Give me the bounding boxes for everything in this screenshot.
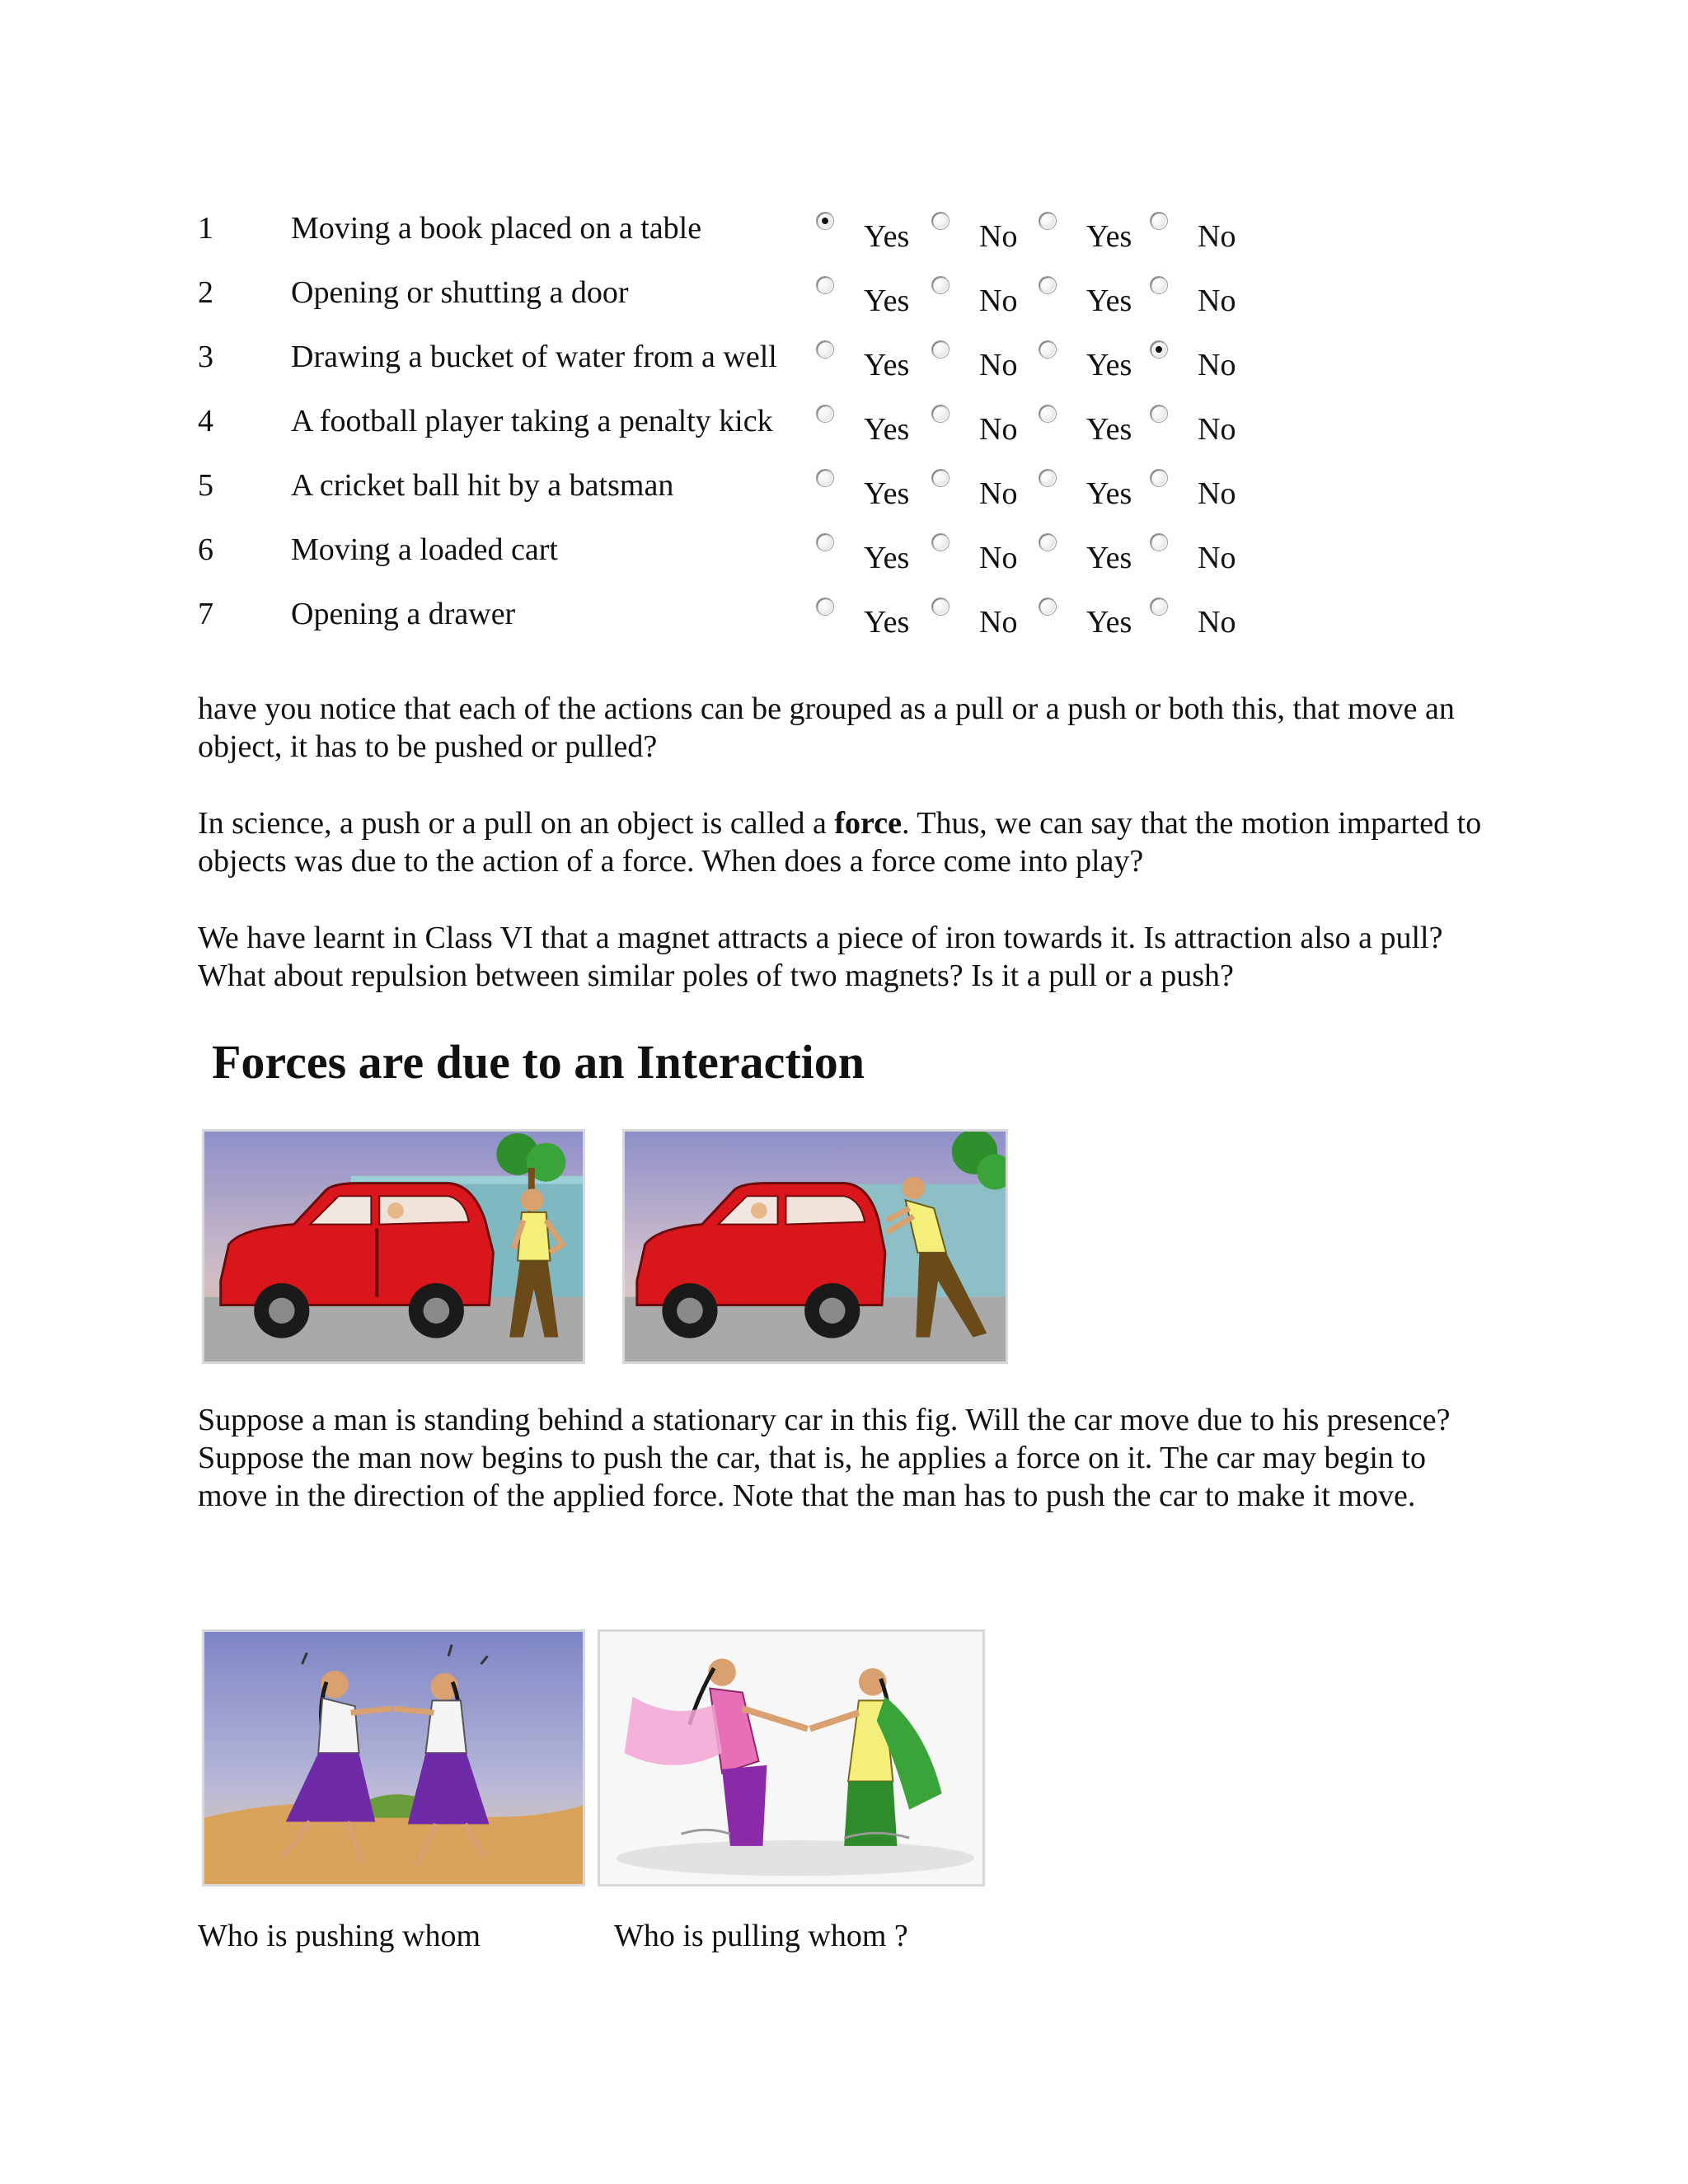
- option-label: Yes: [864, 605, 910, 640]
- force-text-before: In science, a push or a pull on an object is called a: [198, 806, 835, 841]
- option-label: Yes: [1086, 348, 1132, 382]
- radio-button[interactable]: [931, 276, 950, 294]
- radio-button[interactable]: [816, 405, 834, 423]
- radio-button[interactable]: [931, 340, 950, 359]
- activity-number: 2: [198, 275, 213, 310]
- option-label: Yes: [1086, 541, 1132, 575]
- option-label: No: [1198, 541, 1236, 575]
- radio-button[interactable]: [931, 405, 950, 423]
- activity-row: [198, 395, 1269, 459]
- caption-pulling: Who is pulling whom ?: [614, 1919, 908, 1953]
- radio-button[interactable]: [816, 469, 834, 487]
- caption-pushing: Who is pushing whom: [198, 1919, 481, 1953]
- radio-button[interactable]: [816, 598, 834, 616]
- option-label: No: [1198, 476, 1236, 511]
- option-label: No: [979, 219, 1018, 254]
- radio-button[interactable]: [1039, 340, 1057, 359]
- activity-table: [198, 202, 1269, 652]
- radio-button[interactable]: [1039, 598, 1057, 616]
- paragraph-force: [198, 804, 1500, 880]
- activity-row: [198, 588, 1269, 652]
- option-label: Yes: [864, 412, 910, 447]
- option-label: Yes: [864, 541, 910, 575]
- option-label: Yes: [1086, 605, 1132, 640]
- radio-button[interactable]: [1039, 533, 1057, 551]
- radio-button[interactable]: [1039, 276, 1057, 294]
- activity-row: [198, 459, 1269, 523]
- option-label: No: [1198, 412, 1236, 447]
- activity-number: 6: [198, 532, 213, 567]
- activity-text: Moving a book placed on a table: [291, 211, 702, 246]
- girls-pushing-image: [202, 1629, 585, 1886]
- option-label: No: [979, 476, 1018, 511]
- activity-number: 4: [198, 404, 213, 438]
- activity-text: Drawing a bucket of water from a well: [291, 340, 777, 374]
- force-text-after: . Thus, we can say that the motion imparted to objects was due to the action of a force. When does a force come into play?: [198, 806, 1482, 879]
- radio-button[interactable]: [1150, 212, 1168, 230]
- radio-button[interactable]: [1150, 533, 1168, 551]
- radio-button[interactable]: [931, 212, 950, 230]
- radio-button[interactable]: [816, 533, 834, 551]
- activity-row: [198, 330, 1269, 395]
- radio-button[interactable]: [816, 276, 834, 294]
- activity-number: 3: [198, 340, 213, 374]
- option-label: Yes: [1086, 412, 1132, 447]
- activity-text: A football player taking a penalty kick: [291, 404, 773, 438]
- radio-button[interactable]: [1150, 405, 1168, 423]
- radio-button[interactable]: [816, 212, 834, 230]
- option-label: Yes: [1086, 476, 1132, 511]
- radio-button[interactable]: [1039, 212, 1057, 230]
- option-label: No: [1198, 219, 1236, 254]
- radio-button[interactable]: [931, 533, 950, 551]
- activity-number: 7: [198, 597, 213, 631]
- option-label: No: [1198, 284, 1236, 318]
- paragraph-magnet: We have learnt in Class VI that a magnet attracts a piece of iron towards it. Is attraction also a pull? What about repulsion between similar poles of two magnets? Is it a pull or a push?: [198, 921, 1443, 993]
- radio-button[interactable]: [1150, 469, 1168, 487]
- option-label: No: [979, 412, 1018, 447]
- car-man-standing-image: [202, 1129, 585, 1364]
- option-label: No: [1198, 348, 1236, 382]
- option-label: Yes: [1086, 284, 1132, 318]
- radio-button[interactable]: [1039, 469, 1057, 487]
- option-label: No: [979, 284, 1018, 318]
- activity-text: Opening a drawer: [291, 597, 516, 631]
- paragraph-car: Suppose a man is standing behind a stationary car in this fig. Will the car move due to his presence? Suppose the man now begins to push the car, that is, he applies a force on it. The car may begin to move in the direction of the applied force. Note that the man has to push the car to make it move.: [198, 1403, 1451, 1513]
- option-label: No: [1198, 605, 1236, 640]
- section-heading: Forces are due to an Interaction: [212, 1035, 865, 1089]
- activity-row: [198, 266, 1269, 330]
- option-label: No: [979, 605, 1018, 640]
- radio-button[interactable]: [1150, 340, 1168, 359]
- option-label: Yes: [864, 348, 910, 382]
- radio-button[interactable]: [931, 469, 950, 487]
- car-man-pushing-image: [622, 1129, 1008, 1364]
- activity-text: Moving a loaded cart: [291, 532, 558, 567]
- radio-button[interactable]: [931, 598, 950, 616]
- activity-number: 1: [198, 211, 213, 246]
- girls-pulling-image: [598, 1629, 985, 1886]
- paragraph-notice: have you notice that each of the actions can be grouped as a pull or a push or both this, that move an object, it has to be pushed or pulled?: [198, 691, 1455, 764]
- activity-row: [198, 202, 1269, 266]
- option-label: No: [979, 348, 1018, 382]
- force-term: force: [834, 806, 902, 841]
- activity-row: [198, 523, 1269, 588]
- activity-text: A cricket ball hit by a batsman: [291, 468, 674, 503]
- activity-number: 5: [198, 468, 213, 503]
- option-label: Yes: [864, 284, 910, 318]
- radio-button[interactable]: [1150, 598, 1168, 616]
- option-label: Yes: [1086, 219, 1132, 254]
- radio-button[interactable]: [816, 340, 834, 359]
- option-label: Yes: [864, 219, 910, 254]
- radio-button[interactable]: [1039, 405, 1057, 423]
- option-label: Yes: [864, 476, 910, 511]
- option-label: No: [979, 541, 1018, 575]
- radio-button[interactable]: [1150, 276, 1168, 294]
- activity-text: Opening or shutting a door: [291, 275, 629, 310]
